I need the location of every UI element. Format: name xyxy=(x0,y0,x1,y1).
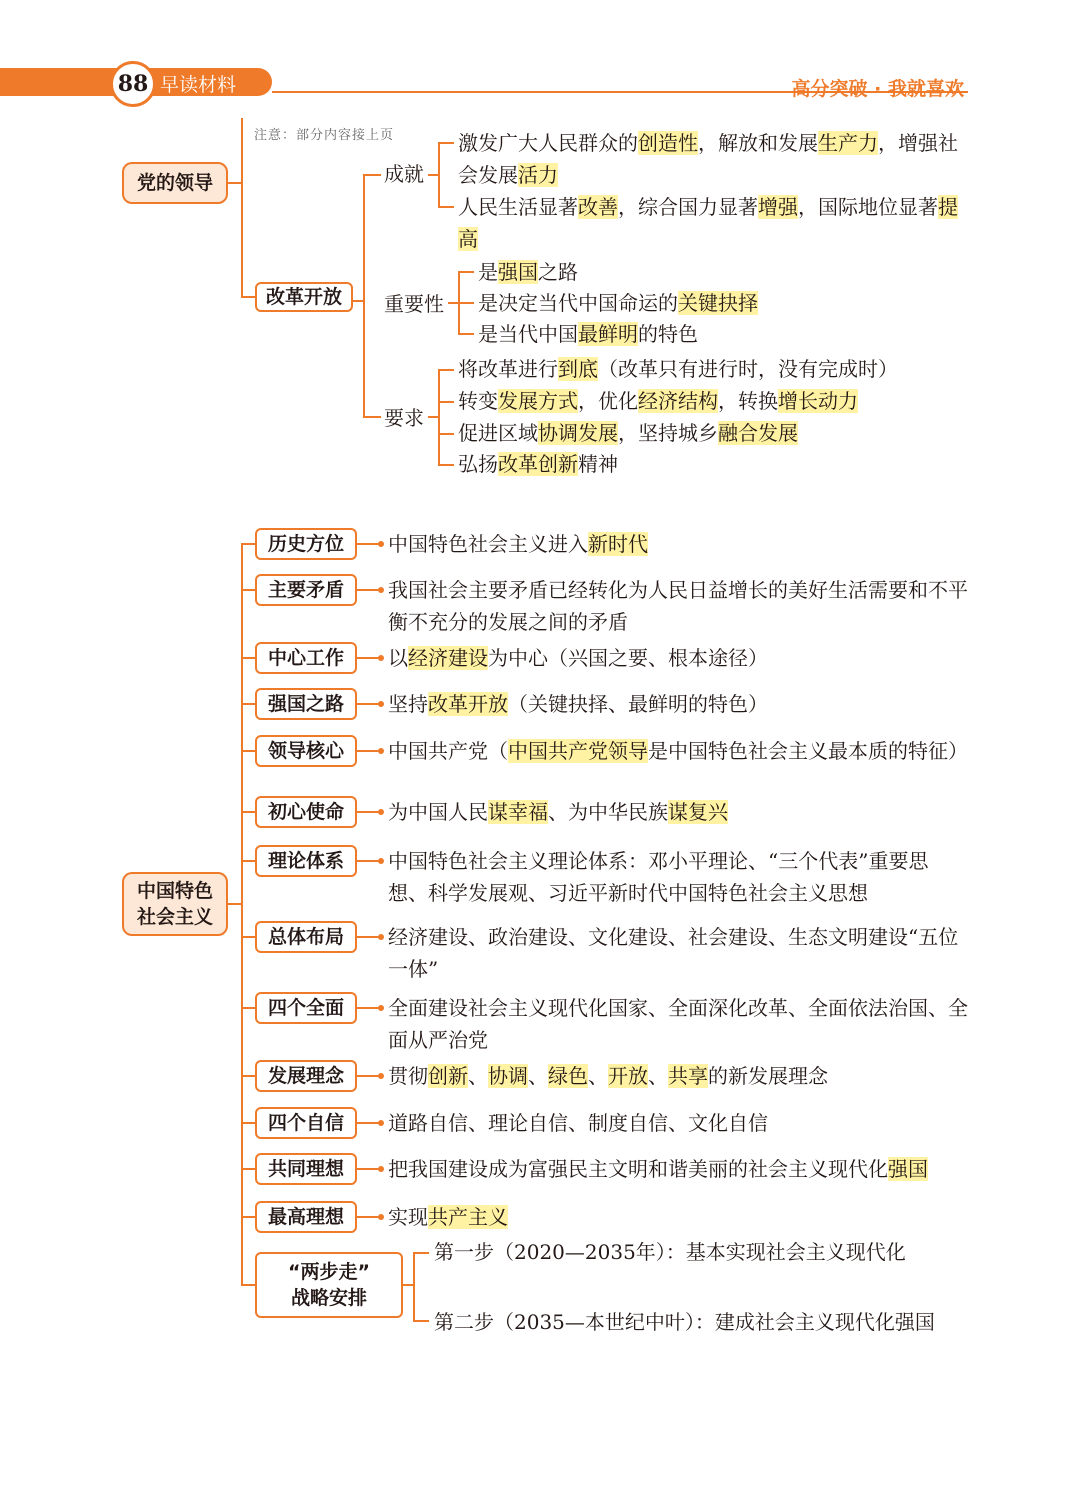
text-segment: （改革只有进行时，没有完成时） xyxy=(598,357,898,381)
text-segment: 经济建设、政治建设、文化建设、社会建设、生态文明建设“五位一体” xyxy=(388,925,959,981)
text-segment: 以 xyxy=(388,646,408,670)
connector xyxy=(357,589,380,591)
connector-dot xyxy=(378,655,384,661)
highlighted-keyword: 绿色 xyxy=(548,1064,588,1088)
highlighted-keyword: 活力 xyxy=(518,163,558,187)
section-title: 早读材料 xyxy=(160,74,237,96)
topic-label: 理论体系 xyxy=(255,845,357,877)
root-party-leadership: 党的领导 xyxy=(122,162,228,204)
importance-item xyxy=(478,256,578,288)
importance-item xyxy=(478,287,758,319)
topic-label: 中心工作 xyxy=(255,642,357,674)
connector xyxy=(357,1007,380,1009)
text-segment: 是 xyxy=(478,260,498,284)
strategy-line: 战略安排 xyxy=(290,1287,367,1309)
connector xyxy=(438,142,440,208)
connector xyxy=(353,300,363,302)
topic-label: 主要矛盾 xyxy=(255,574,357,606)
connector xyxy=(357,543,380,545)
topic-label: 最高理想 xyxy=(255,1201,357,1233)
connector xyxy=(241,543,243,1285)
connector xyxy=(438,464,454,466)
text-segment: 中国特色社会主义理论体系：邓小平理论、“三个代表”重要思想、科学发展观、习近平新时代中国特色社会主义思想 xyxy=(388,849,929,905)
topic-label: 发展理念 xyxy=(255,1060,357,1092)
text-segment: 、 xyxy=(588,1064,608,1088)
connector xyxy=(241,1007,255,1009)
achievement-item xyxy=(458,127,958,191)
connector xyxy=(413,1320,429,1322)
connector xyxy=(357,703,380,705)
text-segment: 把我国建设成为富强民主文明和谐美丽的社会主义现代化 xyxy=(388,1157,888,1181)
connector xyxy=(241,811,255,813)
label-importance: 重要性 xyxy=(384,292,444,316)
connector xyxy=(241,860,255,862)
connector xyxy=(458,271,474,273)
connector xyxy=(363,174,381,176)
topic-label: 领导核心 xyxy=(255,735,357,767)
highlighted-keyword: 发展方式 xyxy=(498,389,578,413)
highlighted-keyword: 增强 xyxy=(758,195,798,219)
topic-label: 四个自信 xyxy=(255,1107,357,1139)
text-segment: 是决定当代中国命运的 xyxy=(478,291,678,315)
highlighted-keyword: 中国共产党领导 xyxy=(508,739,648,763)
text-segment: 促进区域 xyxy=(458,421,538,445)
connector-dot xyxy=(378,858,384,864)
topic-label: 四个全面 xyxy=(255,992,357,1024)
topic-label: 历史方位 xyxy=(255,528,357,560)
topic-description xyxy=(388,528,968,560)
highlighted-keyword: 创新 xyxy=(428,1064,468,1088)
text-segment: 中国共产党（ xyxy=(388,739,508,763)
topic-description xyxy=(388,796,968,828)
connector xyxy=(438,401,454,403)
text-segment: 人民生活显著 xyxy=(458,195,578,219)
requirement-item xyxy=(458,385,858,417)
highlighted-keyword: 改善 xyxy=(578,195,618,219)
text-segment: 实现 xyxy=(388,1205,428,1229)
text-segment: ，优化 xyxy=(578,389,638,413)
connector xyxy=(241,118,243,298)
connector xyxy=(228,182,241,184)
text-segment: 为中心（兴国之要、根本途径） xyxy=(488,646,768,670)
connector-dot xyxy=(378,1120,384,1126)
highlighted-keyword: 增长动力 xyxy=(778,389,858,413)
connector xyxy=(241,750,255,752)
root-line: 社会主义 xyxy=(136,906,213,928)
text-segment: 为中国人民 xyxy=(388,800,488,824)
node-two-step-strategy xyxy=(255,1252,403,1318)
text-segment: 全面建设社会主义现代化国家、全面深化改革、全面依法治国、全面从严治党 xyxy=(388,996,968,1052)
connector xyxy=(241,543,255,545)
connector xyxy=(438,206,454,208)
connector xyxy=(428,174,438,176)
topic-label: 共同理想 xyxy=(255,1153,357,1185)
text-segment: 的特色 xyxy=(638,322,698,346)
text-segment: 、 xyxy=(468,1064,488,1088)
text-segment: 、为中华民族 xyxy=(548,800,668,824)
topic-description xyxy=(388,845,968,909)
connector xyxy=(241,1284,255,1286)
text-segment: 将改革进行 xyxy=(458,357,558,381)
strategy-step-1: 第一步（2020—2035年）：基本实现社会主义现代化 xyxy=(434,1240,906,1264)
text-segment: （关键抉择、最鲜明的特色） xyxy=(508,692,768,716)
connector xyxy=(448,302,458,304)
connector xyxy=(403,1284,413,1286)
connector xyxy=(241,1075,255,1077)
connector xyxy=(241,657,255,659)
topic-label: 初心使命 xyxy=(255,796,357,828)
highlighted-keyword: 最鲜明 xyxy=(578,322,638,346)
text-segment: 、 xyxy=(528,1064,548,1088)
connector xyxy=(438,433,454,435)
label-achievements: 成就 xyxy=(384,162,424,186)
node-reform-opening: 改革开放 xyxy=(255,282,353,312)
text-segment: ，综合国力显著 xyxy=(618,195,758,219)
text-segment: ，解放和发展 xyxy=(698,131,818,155)
highlighted-keyword: 谋复兴 xyxy=(668,800,728,824)
text-segment: 贯彻 xyxy=(388,1064,428,1088)
highlighted-keyword: 强国 xyxy=(888,1157,928,1181)
text-segment: ，国际地位显著 xyxy=(798,195,938,219)
text-segment: 中国特色社会主义进入 xyxy=(388,532,588,556)
text-segment: 转变 xyxy=(458,389,498,413)
connector-dot xyxy=(378,587,384,593)
connector-dot xyxy=(378,1005,384,1011)
highlighted-keyword: 经济建设 xyxy=(408,646,488,670)
text-segment: 之路 xyxy=(538,260,578,284)
connector-dot xyxy=(378,748,384,754)
highlighted-keyword: 到底 xyxy=(558,357,598,381)
highlighted-keyword: 关键抉择 xyxy=(678,291,758,315)
connector-dot xyxy=(378,1214,384,1220)
connector xyxy=(357,1075,380,1077)
highlighted-keyword: 融合发展 xyxy=(718,421,798,445)
connector xyxy=(357,936,380,938)
highlighted-keyword: 改革创新 xyxy=(498,452,578,476)
text-segment: 道路自信、理论自信、制度自信、文化自信 xyxy=(388,1111,768,1135)
topic-description xyxy=(388,1060,968,1092)
connector xyxy=(241,936,255,938)
highlighted-keyword: 新时代 xyxy=(588,532,648,556)
connector-dot xyxy=(378,934,384,940)
connector xyxy=(438,369,454,371)
connector-dot xyxy=(378,541,384,547)
topic-description xyxy=(388,921,968,985)
connector xyxy=(458,302,474,304)
text-segment: 弘扬 xyxy=(458,452,498,476)
connector-dot xyxy=(378,1073,384,1079)
topic-description xyxy=(388,1107,968,1139)
highlighted-keyword: 改革开放 xyxy=(428,692,508,716)
connector xyxy=(363,416,381,418)
highlighted-keyword: 共享 xyxy=(668,1064,708,1088)
connector-dot xyxy=(378,1166,384,1172)
root-line: 中国特色 xyxy=(136,880,213,902)
connector xyxy=(241,1168,255,1170)
topic-label: 强国之路 xyxy=(255,688,357,720)
topic-description xyxy=(388,1153,968,1185)
connector xyxy=(241,1216,255,1218)
topic-description xyxy=(388,735,968,767)
connector-dot xyxy=(378,809,384,815)
connector xyxy=(241,589,255,591)
topic-description xyxy=(388,574,968,638)
connector-dot xyxy=(378,701,384,707)
root-socialism-chinese-characteristics xyxy=(122,872,228,936)
connector xyxy=(357,1122,380,1124)
highlighted-keyword: 协调 xyxy=(488,1064,528,1088)
connector xyxy=(438,142,454,144)
text-segment: 坚持 xyxy=(388,692,428,716)
text-segment: 是当代中国 xyxy=(478,322,578,346)
highlighted-keyword: 生产力 xyxy=(818,131,878,155)
label-requirements: 要求 xyxy=(384,406,424,430)
topic-description xyxy=(388,1201,968,1233)
header-slogan: 高分突破 · 我就喜欢 xyxy=(791,78,964,100)
connector xyxy=(357,1168,380,1170)
highlighted-keyword: 共产主义 xyxy=(428,1205,508,1229)
connector xyxy=(241,703,255,705)
text-segment: 我国社会主要矛盾已经转化为人民日益增长的美好生活需要和不平衡不充分的发展之间的矛盾 xyxy=(388,578,968,634)
topic-description xyxy=(388,642,968,674)
connector xyxy=(357,1216,380,1218)
highlighted-keyword: 协调发展 xyxy=(538,421,618,445)
connector xyxy=(357,860,380,862)
requirement-item xyxy=(458,417,798,449)
requirement-item xyxy=(458,353,898,385)
text-segment: 精神 xyxy=(578,452,618,476)
note: 注意：部分内容接上页 xyxy=(254,128,395,143)
importance-item xyxy=(478,318,698,350)
connector xyxy=(241,1122,255,1124)
highlighted-keyword: 创造性 xyxy=(638,131,698,155)
highlighted-keyword: 强国 xyxy=(498,260,538,284)
highlighted-keyword: 提高 xyxy=(458,195,958,251)
text-segment: 的新发展理念 xyxy=(708,1064,828,1088)
connector xyxy=(363,174,365,418)
topic-label: 总体布局 xyxy=(255,921,357,953)
connector xyxy=(413,1252,415,1322)
connector xyxy=(413,1252,429,1254)
page-number: 88 xyxy=(110,61,156,107)
requirement-item xyxy=(458,448,618,480)
connector xyxy=(228,903,241,905)
connector xyxy=(458,333,474,335)
highlighted-keyword: 谋幸福 xyxy=(488,800,548,824)
text-segment: ，转换 xyxy=(718,389,778,413)
text-segment: 激发广大人民群众的 xyxy=(458,131,638,155)
topic-description xyxy=(388,688,968,720)
text-segment: 、 xyxy=(648,1064,668,1088)
achievement-item xyxy=(458,191,958,255)
strategy-step-2: 第二步（2035—本世纪中叶）：建成社会主义现代化强国 xyxy=(434,1310,935,1334)
text-segment: ，增强社会发展 xyxy=(458,131,958,187)
connector xyxy=(438,369,440,465)
connector xyxy=(357,657,380,659)
topic-description xyxy=(388,992,968,1056)
connector xyxy=(357,811,380,813)
connector xyxy=(428,416,438,418)
strategy-line: “两步走” xyxy=(288,1261,370,1283)
connector xyxy=(357,750,380,752)
highlighted-keyword: 经济结构 xyxy=(638,389,718,413)
connector xyxy=(241,296,255,298)
text-segment: 是中国特色社会主义最本质的特征） xyxy=(648,739,968,763)
text-segment: ，坚持城乡 xyxy=(618,421,718,445)
highlighted-keyword: 开放 xyxy=(608,1064,648,1088)
